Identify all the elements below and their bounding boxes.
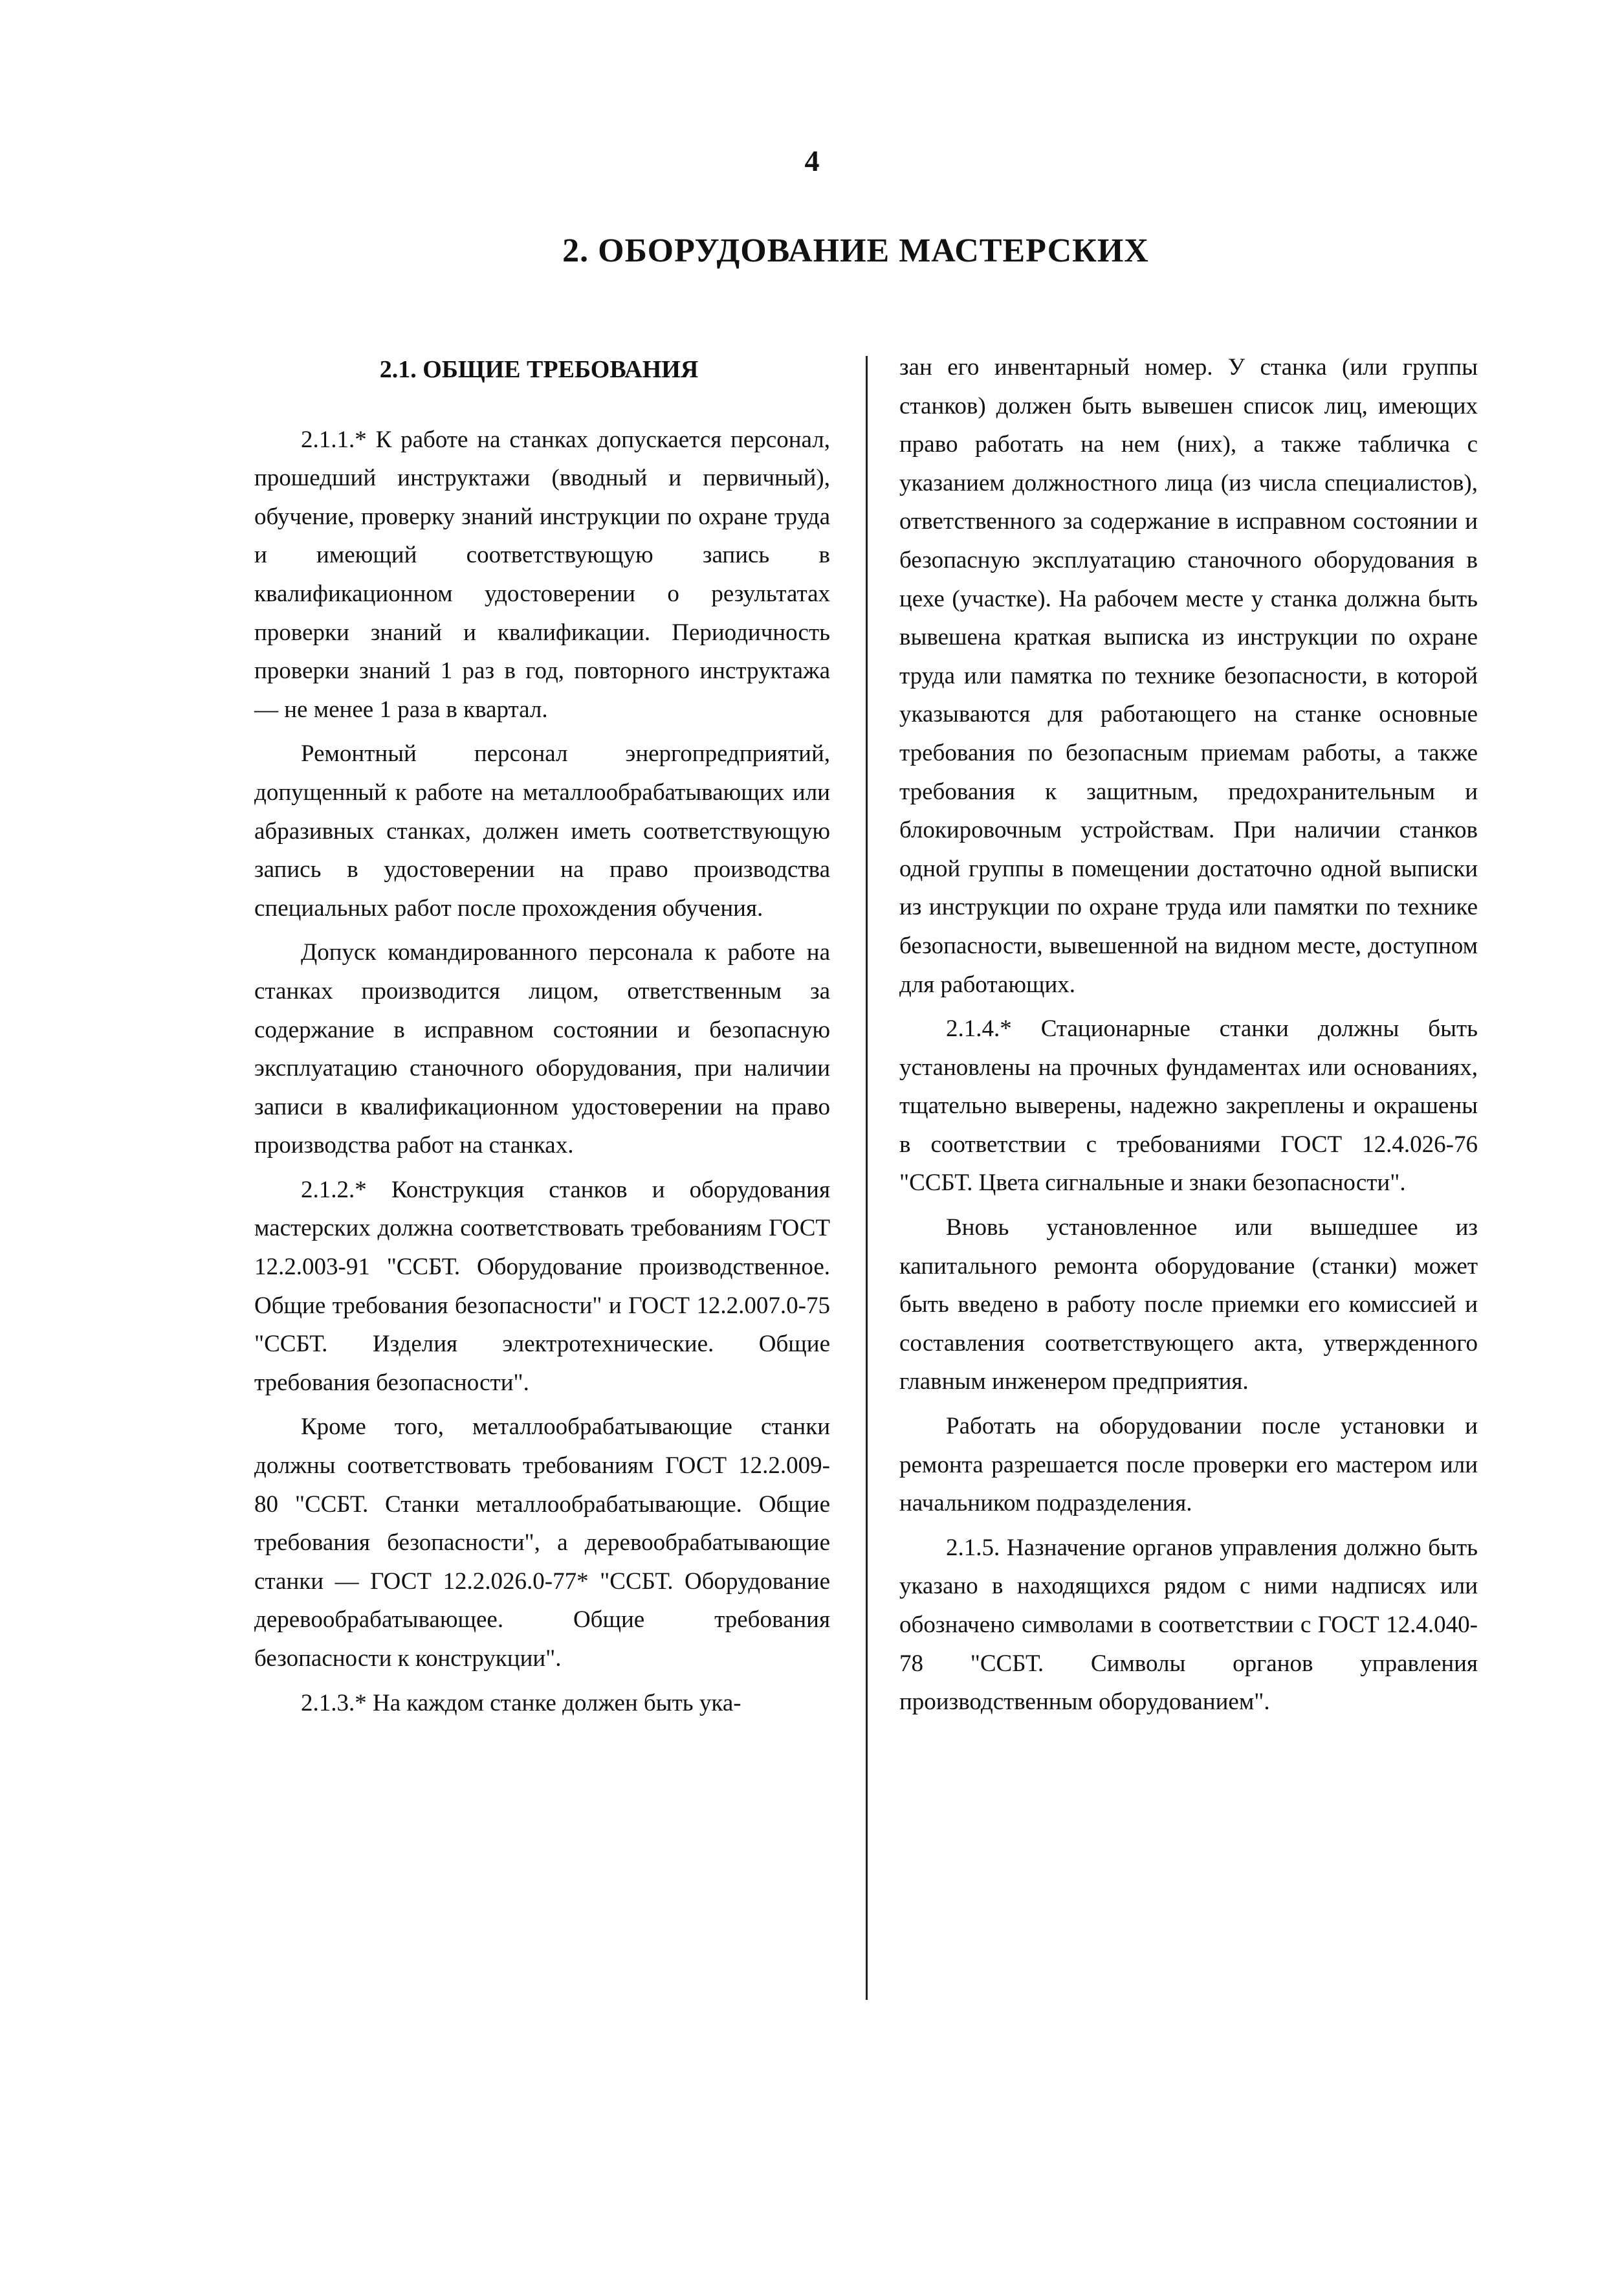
paragraph-work-after-repair: Работать на оборудовании после установки и ремонта разрешается после проверки его мастером или начальником подразделения. — [899, 1413, 1478, 1517]
right-column — [899, 348, 1478, 1727]
paragraph-2-1-3-start: 2.1.3.* На каждом станке должен быть ука- — [301, 1689, 741, 1716]
section-heading: 2.1. ОБЩИЕ ТРЕБОВАНИЯ — [379, 356, 699, 383]
paragraph-metalworking-machines: Кроме того, металлообрабатывающие станки должны соответствовать требованиям ГОСТ 12.2.009-80 "ССБТ. Станки металлообрабатывающие. Общие требования безопасности", а деревообрабатывающие станки — ГОСТ 12.2.026.0-77* "ССБТ. Оборудование деревообрабатывающее. Общие требования безопасности к конструкции". — [254, 1414, 830, 1672]
paragraph-2-1-3-continued: зан его инвентарный номер. У станка (или группы станков) должен быть вывешен список лиц, имеющих право работать на нем (них), а также табличка с указанием должностного лица (из числа специалистов), ответственного за содержание в исправном состоянии и безопасную эксплуатацию станочного оборудования в цехе (участке). На рабочем месте у станка должна быть вывешена краткая выписка из инструкции по охране труда или памятка по технике безопасности, в которой указываются для работающего на станке основные требования по безопасным приемам работы, а также требования к защитным, предохранительным и блокировочным устройствам. При наличии станков одной группы в помещении достаточно одной выписки из инструкции по охране труда или памятки по технике безопасности, вывешенной на видном месте, доступном для работающих. — [899, 354, 1478, 998]
page-number: 4 — [804, 144, 820, 177]
chapter-title: 2. ОБОРУДОВАНИЕ МАСТЕРСКИХ — [562, 232, 1149, 269]
paragraph-seconded-staff: Допуск командированного персонала к работе на станках производится лицом, ответственным за содержание в исправном состоянии и безопасную эксплуатацию станочного оборудования, при наличии записи в квалификационном удостоверении на право производства работ на станках. — [254, 939, 830, 1159]
left-column — [254, 348, 830, 1728]
paragraph-2-1-1: 2.1.1.* К работе на станках допускается персонал, прошедший инструктажи (вводный и первичный), обучение, проверку знаний инструкции по охране труда и имеющий соответствующую запись в квалификационном удостоверении о результатах проверки знаний и квалификации. Периодичность проверки знаний 1 раз в год, повторного инструктажа — не менее 1 раза в квартал. — [254, 426, 830, 723]
paragraph-repair-staff: Ремонтный персонал энергопредприятий, допущенный к работе на металлообрабатывающих или абразивных станках, должен иметь соответствующую запись в удостоверении на право производства специальных работ после прохождения обучения. — [254, 740, 830, 922]
paragraph-2-1-2: 2.1.2.* Конструкция станков и оборудования мастерских должна соответствовать требованиям ГОСТ 12.2.003-91 "ССБТ. Оборудование производственное. Общие требования безопасности" и ГОСТ 12.2.007.0-75 "ССБТ. Изделия электротехнические. Общие требования безопасности". — [254, 1176, 830, 1396]
paragraph-new-equipment: Вновь установленное или вышедшее из капитального ремонта оборудование (станки) может быть введено в работу после приемки его комиссией и составления соответствующего акта, утвержденного главным инженером предприятия. — [899, 1214, 1478, 1395]
paragraph-2-1-4: 2.1.4.* Стационарные станки должны быть установлены на прочных фундаментах или основаниях, тщательно выверены, надежно закреплены и окрашены в соответствии с требованиями ГОСТ 12.4.026-76 "ССБТ. Цвета сигнальные и знаки безопасности". — [899, 1015, 1478, 1197]
column-divider — [866, 356, 868, 2000]
paragraph-2-1-5: 2.1.5. Назначение органов управления должно быть указано в находящихся рядом с ними надписях или обозначено символами в соответствии с ГОСТ 12.4.040-78 "ССБТ. Символы органов управления производственным оборудованием". — [899, 1534, 1478, 1716]
